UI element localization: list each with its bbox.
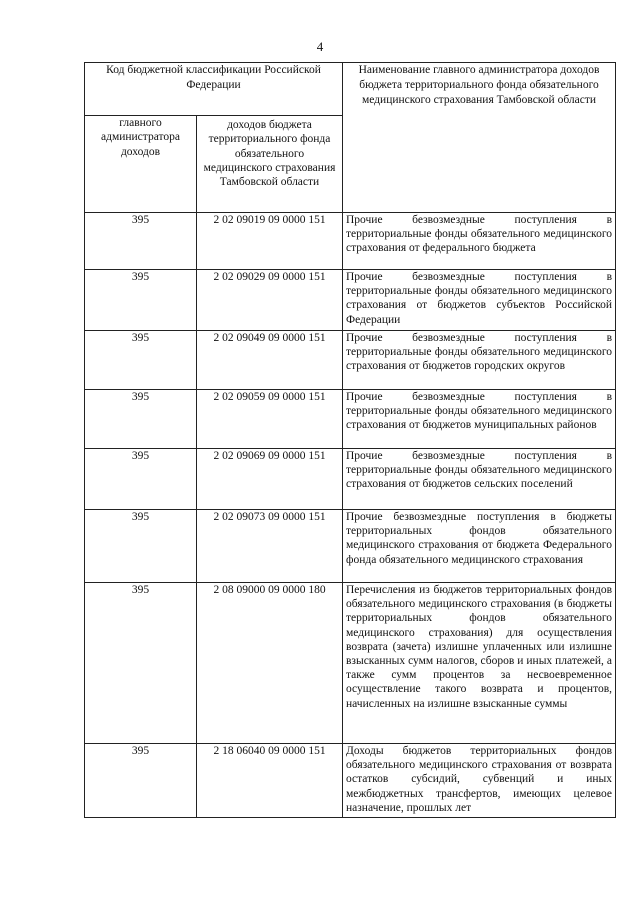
- admin-code: 395: [85, 744, 197, 818]
- page-number: 4: [316, 39, 324, 54]
- admin-code: 395: [85, 213, 197, 270]
- admin-code: 395: [85, 449, 197, 510]
- header-col-income: доходов бюджета территориального фонда обязательного медицинского страхования Тамбовской области: [197, 116, 343, 213]
- income-code: 2 02 09073 09 0000 151: [197, 510, 343, 583]
- income-code: 2 02 09059 09 0000 151: [197, 390, 343, 449]
- table-row: [85, 744, 616, 818]
- table-row: [85, 331, 616, 390]
- header-col-name: Наименование главного администратора доходов бюджета территориального фонда обязательного медицинского страхования Тамбовской области: [343, 63, 616, 213]
- admin-code: 395: [85, 510, 197, 583]
- income-name: Доходы бюджетов территориальных фондов обязательного медицинского страхования от возврата остатков субсидий, субвенций и иных межбюджетных трансфертов, имеющих целевое назначение, прошлых лет: [343, 744, 616, 818]
- header-col-admin: главного администратора доходов: [85, 116, 197, 213]
- admin-code: 395: [85, 331, 197, 390]
- admin-code: 395: [85, 583, 197, 744]
- income-code: 2 08 09000 09 0000 180: [197, 583, 343, 744]
- income-code: 2 02 09049 09 0000 151: [197, 331, 343, 390]
- income-name: Перечисления из бюджетов территориальных фондов обязательного медицинского страхования (в бюджеты территориальных фондов обязательного медицинского страхования) для осуществления возврата (зачета) излишне уплаченных или излишне взысканных сумм налогов, сборов и иных платежей, а также сумм процентов за несвоевременное осуществление такого возврата и процентов, начисленных на излишне взысканные суммы: [343, 583, 616, 744]
- header-row-top: [85, 63, 616, 116]
- table-row: [85, 213, 616, 270]
- admin-code: 395: [85, 270, 197, 331]
- table-row: [85, 583, 616, 744]
- header-group-title: Код бюджетной классификации Российской Федерации: [85, 63, 343, 116]
- admin-code: 395: [85, 390, 197, 449]
- table-row: [85, 270, 616, 331]
- table-row: [85, 449, 616, 510]
- income-code: 2 02 09019 09 0000 151: [197, 213, 343, 270]
- income-name: Прочие безвозмездные поступления в территориальные фонды обязательного медицинского страхования от федерального бюджета: [343, 213, 616, 270]
- budget-classification-table: [84, 62, 616, 818]
- income-code: 2 02 09029 09 0000 151: [197, 270, 343, 331]
- income-name: Прочие безвозмездные поступления в территориальные фонды обязательного медицинского страхования от бюджетов муниципальных районов: [343, 390, 616, 449]
- income-name: Прочие безвозмездные поступления в бюджеты территориальных фондов обязательного медицинского страхования от бюджета Федерального фонда обязательного медицинского страхования: [343, 510, 616, 583]
- table-row: [85, 390, 616, 449]
- income-code: 2 02 09069 09 0000 151: [197, 449, 343, 510]
- income-name: Прочие безвозмездные поступления в территориальные фонды обязательного медицинского страхования от бюджетов городских округов: [343, 331, 616, 390]
- income-name: Прочие безвозмездные поступления в территориальные фонды обязательного медицинского страхования от бюджетов субъектов Российской Федерации: [343, 270, 616, 331]
- income-code: 2 18 06040 09 0000 151: [197, 744, 343, 818]
- income-name: Прочие безвозмездные поступления в территориальные фонды обязательного медицинского страхования от бюджетов сельских поселений: [343, 449, 616, 510]
- table-row: [85, 510, 616, 583]
